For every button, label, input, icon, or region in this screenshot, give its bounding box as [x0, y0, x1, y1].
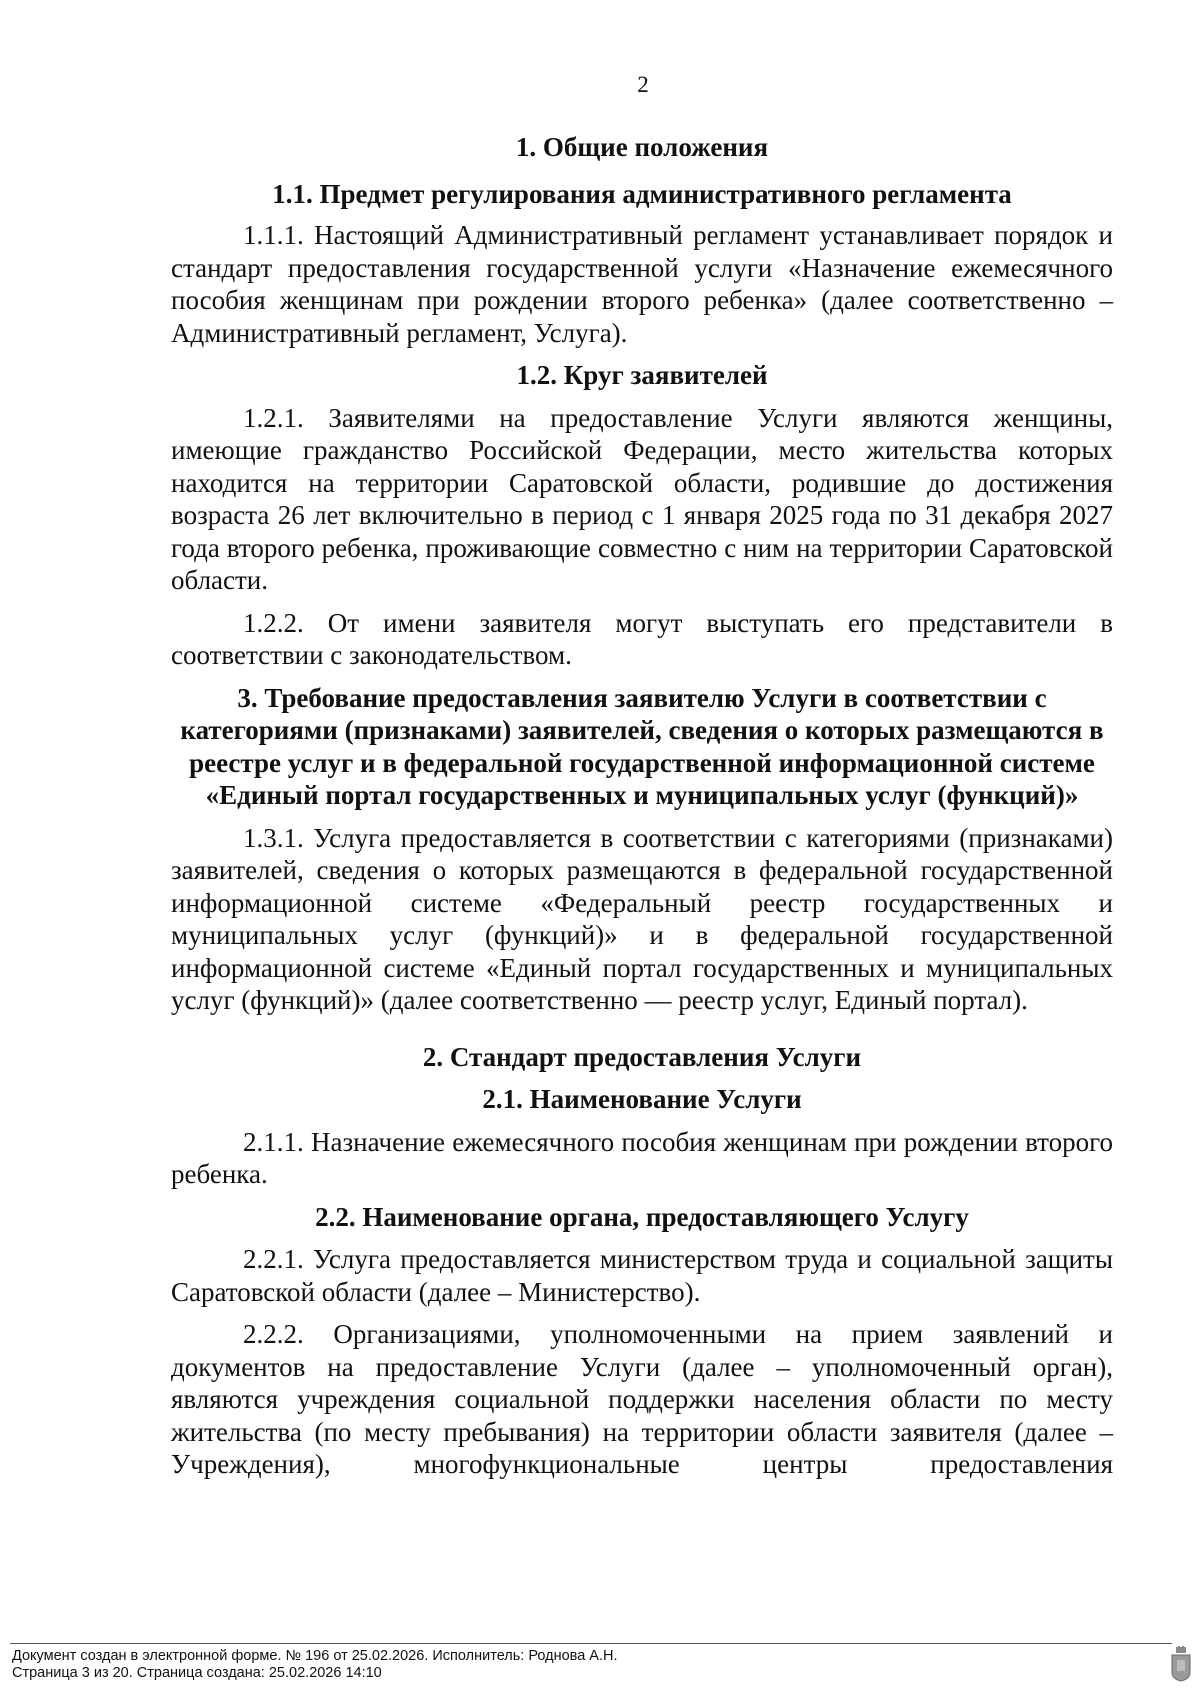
- footer-divider: [10, 1643, 1172, 1644]
- paragraph-2-2-1: 2.2.1. Услуга предоставляется министерством труда и социальной защиты Саратовской области (далее – Министерство).: [171, 1244, 1113, 1307]
- subsection-heading-2-1: 2.1. Наименование Услуги: [482, 1084, 802, 1114]
- subsection-heading-1-1: 1.1. Предмет регулирования административного регламента: [272, 178, 1012, 209]
- footer-document-info: Документ создан в электронной форме. № 196 от 25.02.2026. Исполнитель: Роднова А.Н.: [12, 1648, 618, 1664]
- paragraph-1-2-2: 1.2.2. От имени заявителя могут выступать его представители в соответствии с законодательством.: [171, 607, 1113, 670]
- subsection-heading-2-2: 2.2. Наименование органа, предоставляющего Услугу: [315, 1201, 969, 1232]
- paragraph-1-3-1: 1.3.1. Услуга предоставляется в соответствии с категориями (признаками) заявителей, сведения о которых размещаются в федеральной государственной информационной системе «Федеральный реестр государственных и муниципальных услуг (функций)» и в федеральной государственной информационной системе «Единый портал государственных и муниципальных услуг (функций)» (далее соответственно — реестр услуг, Единый портал).: [171, 822, 1113, 1015]
- page-number: 2: [637, 72, 649, 97]
- paragraph-2-2-2: 2.2.2. Организациями, уполномоченными на прием заявлений и документов на предоставление Услуги (далее – уполномоченный орган), являются учреждения социальной поддержки населения области по месту жительства (по месту пребывания) на территории области заявителя (далее – Учреждения), многофункциональные центры предоставления: [171, 1319, 1113, 1479]
- paragraph-1-2-1: 1.2.1. Заявителями на предоставление Услуги являются женщины, имеющие гражданство Российской Федерации, место жительства которых находится на территории Саратовской области, родившие до достижения возраста 26 лет включительно в период с 1 января 2025 года по 31 декабря 2027 года второго ребенка, проживающие совместно с ним на территории Саратовской области.: [171, 402, 1113, 595]
- coat-of-arms-icon: [1170, 1646, 1192, 1682]
- document-body: [171, 131, 1113, 1491]
- paragraph-1-1-1: 1.1.1. Настоящий Административный регламент устанавливает порядок и стандарт предоставления государственной услуги «Назначение ежемесячного пособия женщинам при рождении второго ребенка» (далее соответственно – Административный регламент, Услуга).: [171, 220, 1113, 348]
- subsection-heading-3: 3. Требование предоставления заявителю Услуги в соответствии с категориями (признаками) заявителей, сведения о которых размещаются в реестре услуг и в федеральной государственной информационной системе «Единый портал государственных и муниципальных услуг (функций)»: [180, 682, 1104, 810]
- document-footer: [0, 1640, 1200, 1698]
- section-heading-2: 2. Стандарт предоставления Услуги: [422, 1041, 862, 1072]
- subsection-heading-1-2: 1.2. Круг заявителей: [516, 360, 768, 390]
- section-heading-1: 1. Общие положения: [515, 132, 769, 162]
- paragraph-2-1-1: 2.1.1. Назначение ежемесячного пособия женщинам при рождении второго ребенка.: [171, 1126, 1113, 1189]
- footer-page-info: Страница 3 из 20. Страница создана: 25.02.2026 14:10: [12, 1665, 382, 1681]
